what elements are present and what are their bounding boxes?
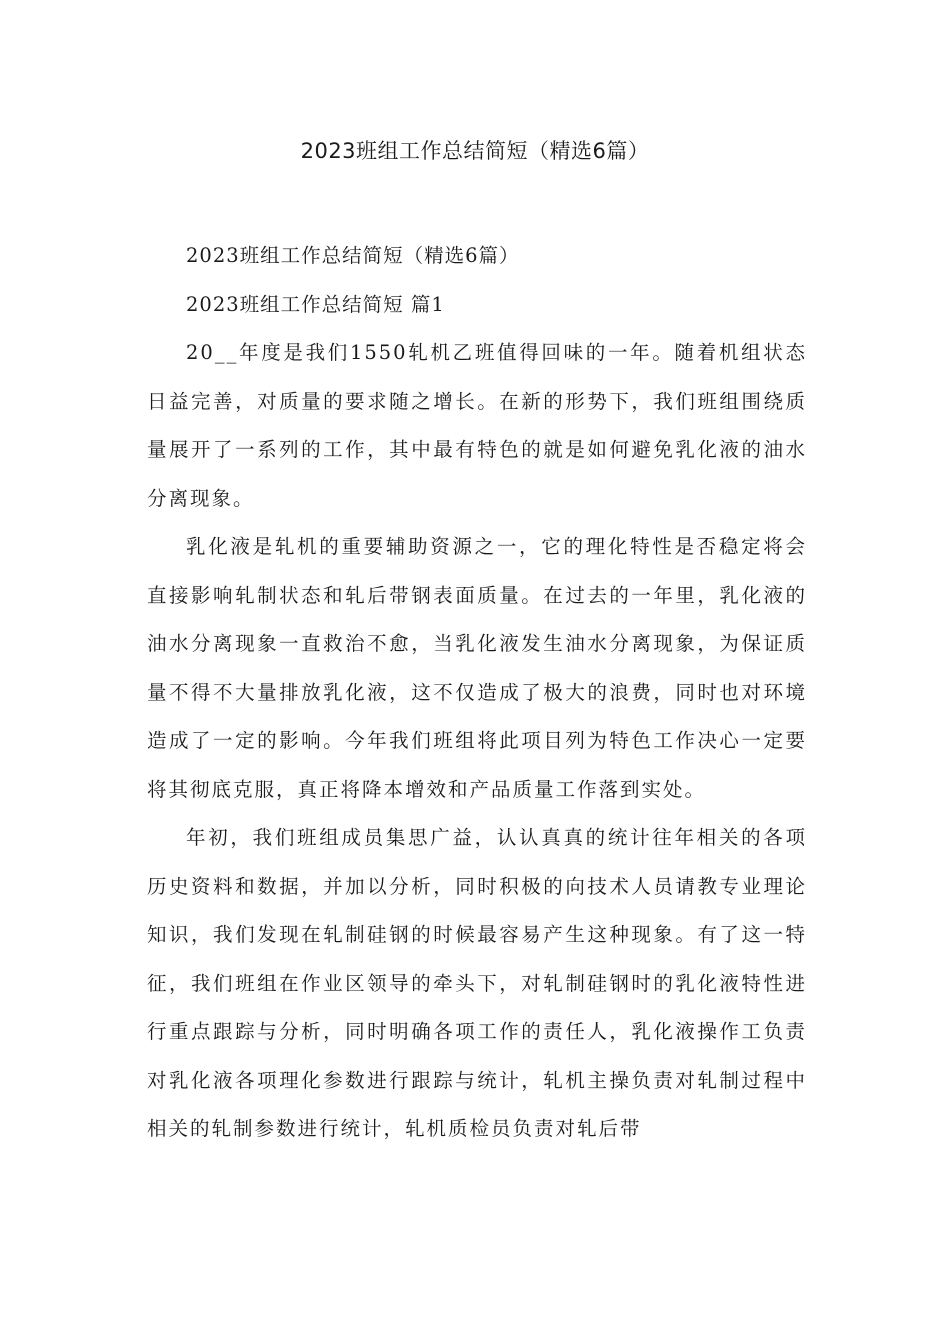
paragraph: 20__年度是我们1550轧机乙班值得回味的一年。随着机组状态日益完善，对质量的要求随之增长。在新的形势下，我们班组围绕质量展开了一系列的工作，其中最有特色的就是如何避免乳化液的油水分离现象。 [147, 341, 807, 510]
document-title: 2023班组工作总结简短（精选6篇） [300, 139, 650, 163]
paragraph: 乳化液是轧机的重要辅助资源之一，它的理化特性是否稳定将会直接影响轧制状态和轧后带钢表面质量。在过去的一年里，乳化液的油水分离现象一直救治不愈，当乳化液发生油水分离现象，为保证质量不得不大量排放乳化液，这不仅造成了极大的浪费，同时也对环境造成了一定的影响。今年我们班组将此项目列为特色工作决心一定要将其彻底克服，真正将降本增效和产品质量工作落到实处。 [147, 535, 807, 801]
paragraph: 年初，我们班组成员集思广益，认认真真的统计往年相关的各项历史资料和数据，并加以分析，同时积极的向技术人员请教专业理论知识，我们发现在轧制硅钢的时候最容易产生这种现象。有了这一特征，我们班组在作业区领导的牵头下，对轧制硅钢时的乳化液特性进行重点跟踪与分析，同时明确各项工作的责任人，乳化液操作工负责对乳化液各项理化参数进行跟踪与统计，轧机主操负责对轧制过程中相关的轧制参数进行统计，轧机质检员负责对轧后带 [147, 826, 807, 1140]
document-body [147, 232, 807, 1154]
section-heading: 2023班组工作总结简短 篇1 [186, 292, 445, 316]
document-subtitle: 2023班组工作总结简短（精选6篇） [186, 244, 520, 267]
